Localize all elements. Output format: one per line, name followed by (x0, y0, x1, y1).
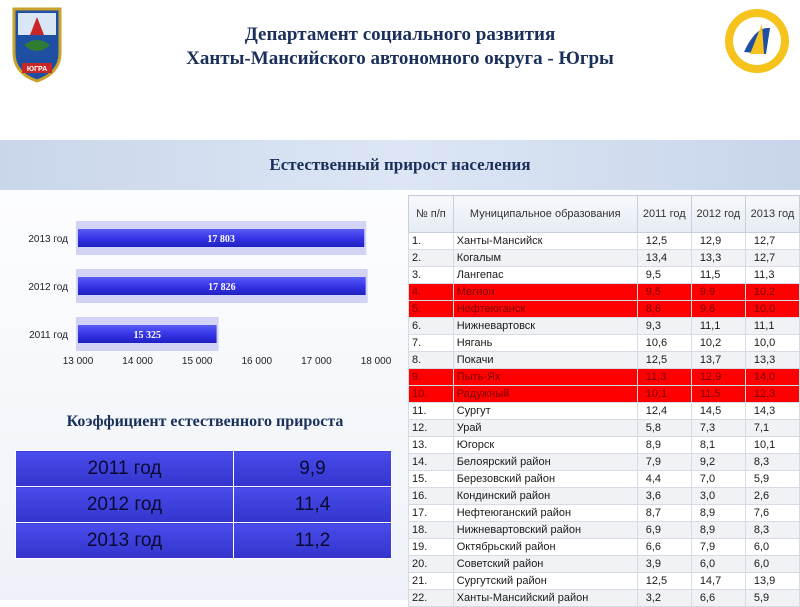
value-2011: 3,9 (637, 556, 691, 573)
value-2012: 7,9 (691, 539, 745, 556)
table-row (409, 454, 800, 471)
table-row (409, 335, 800, 352)
value-2013: 12,3 (745, 386, 799, 403)
coef-value: 11,4 (234, 487, 392, 523)
value-2013: 10,0 (745, 301, 799, 318)
table-row (409, 352, 800, 369)
value-label: 17 826 (208, 282, 236, 293)
municipality-name: Нягань (453, 335, 637, 352)
value-2013: 10,0 (745, 335, 799, 352)
table-row (409, 301, 800, 318)
value-2013: 8,3 (745, 454, 799, 471)
municipality-name: Ханты-Мансийский район (453, 590, 637, 607)
row-number: 21. (409, 573, 454, 590)
table-row (409, 233, 800, 250)
value-2011: 12,5 (637, 233, 691, 250)
value-2011: 3,6 (637, 488, 691, 505)
col-header-2012: 2012 год (691, 196, 745, 233)
table-header-row (409, 196, 800, 233)
table-row (409, 403, 800, 420)
municipality-name: Сургут (453, 403, 637, 420)
table-row (409, 471, 800, 488)
col-header-2013: 2013 год (745, 196, 799, 233)
value-2011: 9,3 (637, 318, 691, 335)
page-title-line1: Департамент социального развития (244, 24, 556, 45)
table-row (409, 284, 800, 301)
coefficient-title: Коэффициент естественного прироста (66, 413, 344, 430)
table-row (409, 369, 800, 386)
table-row (409, 386, 800, 403)
value-2012: 13,3 (691, 250, 745, 267)
value-2012: 9,2 (691, 454, 745, 471)
municipality-name: Пыть-Ях (453, 369, 637, 386)
value-2012: 13,7 (691, 352, 745, 369)
col-header-number: № п/п (409, 196, 454, 233)
x-tick-label: 17 000 (301, 356, 332, 367)
value-2012: 10,2 (691, 335, 745, 352)
value-2011: 8,9 (637, 437, 691, 454)
coef-year: 2011 год (16, 451, 234, 487)
value-2012: 11,1 (691, 318, 745, 335)
municipality-name: Нефтеюганский район (453, 505, 637, 522)
value-2013: 13,3 (745, 352, 799, 369)
municipality-name: Нижневартовск (453, 318, 637, 335)
table-row (409, 420, 800, 437)
value-2011: 12,5 (637, 573, 691, 590)
row-number: 10. (409, 386, 454, 403)
value-2011: 5,8 (637, 420, 691, 437)
coef-row (16, 451, 392, 487)
municipality-name: Октябрьский район (453, 539, 637, 556)
row-number: 4. (409, 284, 454, 301)
value-2012: 8,9 (691, 505, 745, 522)
row-number: 19. (409, 539, 454, 556)
value-2013: 11,1 (745, 318, 799, 335)
row-number: 1. (409, 233, 454, 250)
row-number: 11. (409, 403, 454, 420)
coef-value: 11,2 (234, 523, 392, 559)
x-tick-label: 14 000 (122, 356, 153, 367)
value-2012: 11,5 (691, 386, 745, 403)
table-row (409, 522, 800, 539)
value-2012: 7,3 (691, 420, 745, 437)
value-2012: 3,0 (691, 488, 745, 505)
municipality-name: Березовский район (453, 471, 637, 488)
value-2011: 8,7 (637, 505, 691, 522)
table-row (409, 556, 800, 573)
value-2013: 7,1 (745, 420, 799, 437)
col-header-2011: 2011 год (637, 196, 691, 233)
value-2012: 14,5 (691, 403, 745, 420)
municipality-name: Радужный (453, 386, 637, 403)
value-2011: 12,4 (637, 403, 691, 420)
value-2013: 7,6 (745, 505, 799, 522)
municipality-name: Нефтеюганск (453, 301, 637, 318)
municipality-name: Нижневартовский район (453, 522, 637, 539)
row-number: 3. (409, 267, 454, 284)
value-2011: 8,6 (637, 301, 691, 318)
value-2013: 5,9 (745, 471, 799, 488)
municipality-name: Белоярский район (453, 454, 637, 471)
value-2011: 3,2 (637, 590, 691, 607)
municipality-name: Мегион (453, 284, 637, 301)
table-row (409, 318, 800, 335)
value-2013: 6,0 (745, 539, 799, 556)
table-row (409, 267, 800, 284)
coef-row (16, 487, 392, 523)
value-2011: 13,4 (637, 250, 691, 267)
value-2013: 10,2 (745, 284, 799, 301)
municipality-name: Югорск (453, 437, 637, 454)
value-2011: 10,6 (637, 335, 691, 352)
table-row (409, 590, 800, 607)
category-label: 2013 год (28, 234, 68, 245)
row-number: 18. (409, 522, 454, 539)
table-row (409, 573, 800, 590)
value-2012: 9,9 (691, 284, 745, 301)
x-tick-label: 13 000 (62, 356, 94, 367)
section-title: Естественный прирост населения (269, 155, 531, 174)
coef-year: 2013 год (16, 523, 234, 559)
table-row (409, 539, 800, 556)
x-tick-label: 15 000 (181, 356, 213, 367)
coef-row (16, 523, 392, 559)
coat-of-arms-emblem (10, 5, 64, 83)
value-2012: 8,9 (691, 522, 745, 539)
municipality-name: Советский район (453, 556, 637, 573)
value-2011: 9,5 (637, 267, 691, 284)
value-2013: 14,3 (745, 403, 799, 420)
value-2012: 12,9 (691, 369, 745, 386)
row-number: 5. (409, 301, 454, 318)
emblem-text: ЮГРА (26, 66, 48, 73)
value-2013: 2,6 (745, 488, 799, 505)
value-2013: 12,7 (745, 233, 799, 250)
header (0, 0, 800, 140)
value-2012: 9,6 (691, 301, 745, 318)
value-2011: 12,5 (637, 352, 691, 369)
municipality-name: Когалым (453, 250, 637, 267)
row-number: 13. (409, 437, 454, 454)
municipality-name: Покачи (453, 352, 637, 369)
table-row (409, 250, 800, 267)
value-2011: 4,4 (637, 471, 691, 488)
table-row (409, 505, 800, 522)
value-2012: 7,0 (691, 471, 745, 488)
value-2012: 6,6 (691, 590, 745, 607)
value-2013: 6,0 (745, 556, 799, 573)
value-2013: 5,9 (745, 590, 799, 607)
row-number: 14. (409, 454, 454, 471)
value-2012: 6,0 (691, 556, 745, 573)
coefficient-table (15, 450, 392, 559)
value-2011: 10,1 (637, 386, 691, 403)
row-number: 22. (409, 590, 454, 607)
row-number: 17. (409, 505, 454, 522)
row-number: 6. (409, 318, 454, 335)
row-number: 9. (409, 369, 454, 386)
x-tick-label: 18 000 (360, 356, 392, 367)
municipality-name: Ханты-Мансийск (453, 233, 637, 250)
table-row (409, 488, 800, 505)
value-2013: 8,3 (745, 522, 799, 539)
page-title-line2: Ханты-Мансийского автономного округа - Югры (186, 48, 614, 69)
value-2013: 11,3 (745, 267, 799, 284)
value-2011: 6,9 (637, 522, 691, 539)
value-2011: 9,5 (637, 284, 691, 301)
municipalities-table (408, 195, 800, 607)
value-2012: 8,1 (691, 437, 745, 454)
value-2013: 10,1 (745, 437, 799, 454)
table-row (409, 437, 800, 454)
population-growth-chart (0, 196, 400, 376)
value-2012: 12,9 (691, 233, 745, 250)
municipality-name: Лангепас (453, 267, 637, 284)
value-2013: 14,0 (745, 369, 799, 386)
value-label: 17 803 (207, 234, 235, 245)
municipality-name: Урай (453, 420, 637, 437)
social-protection-logo (722, 6, 792, 76)
row-number: 7. (409, 335, 454, 352)
value-2011: 7,9 (637, 454, 691, 471)
row-number: 2. (409, 250, 454, 267)
row-number: 15. (409, 471, 454, 488)
row-number: 8. (409, 352, 454, 369)
row-number: 20. (409, 556, 454, 573)
x-tick-label: 16 000 (241, 356, 273, 367)
value-2011: 6,6 (637, 539, 691, 556)
value-2012: 11,5 (691, 267, 745, 284)
municipality-name: Кондинский район (453, 488, 637, 505)
coef-value: 9,9 (234, 451, 392, 487)
col-header-municipality: Муниципальное образования (453, 196, 637, 233)
table-body (409, 233, 800, 607)
row-number: 12. (409, 420, 454, 437)
category-label: 2012 год (28, 282, 68, 293)
value-2013: 12,7 (745, 250, 799, 267)
value-2012: 14,7 (691, 573, 745, 590)
value-2011: 11,3 (637, 369, 691, 386)
category-label: 2011 год (29, 330, 68, 341)
value-label: 15 325 (133, 330, 162, 341)
municipality-name: Сургутский район (453, 573, 637, 590)
coef-year: 2012 год (16, 487, 234, 523)
row-number: 16. (409, 488, 454, 505)
value-2013: 13,9 (745, 573, 799, 590)
